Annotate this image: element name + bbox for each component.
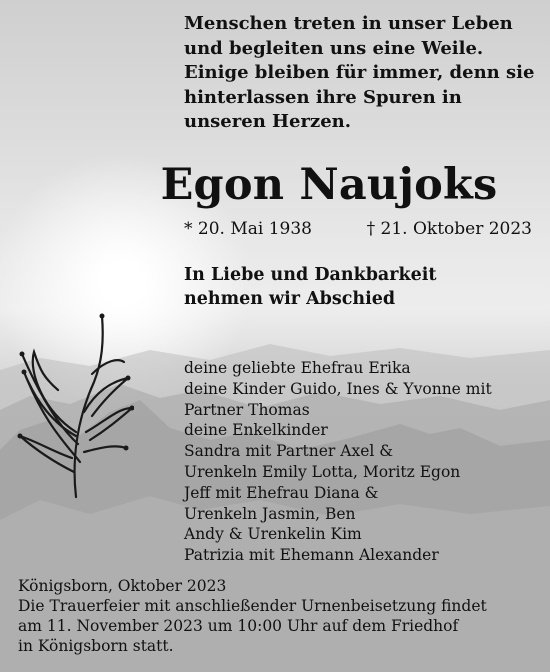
floral-ornament-icon <box>14 312 134 502</box>
memorial-quote <box>184 12 544 135</box>
quote-line: Menschen treten in unser Leben <box>184 13 513 34</box>
quote-line: und begleiten uns eine Weile. <box>184 37 484 59</box>
mourner-line: deine Enkelkinder <box>184 421 328 440</box>
farewell-line: nehmen wir Abschied <box>184 288 396 309</box>
footer-line: in Königsborn statt. <box>18 637 174 655</box>
mourner-line: deine geliebte Ehefrau Erika <box>184 359 411 377</box>
mourner-line: deine Kinder Guido, Ines & Yvonne mit <box>184 379 492 398</box>
mourner-line: Andy & Urenkelin Kim <box>184 525 362 544</box>
quote-line: unseren Herzen. <box>184 111 352 132</box>
footer-line: Königsborn, Oktober 2023 <box>18 577 227 595</box>
mourner-line: Jeff mit Ehefrau Diana & <box>184 483 379 502</box>
mourner-line: Partner Thomas <box>184 400 310 419</box>
birth-date: * 20. Mai 1938 <box>184 219 312 239</box>
mourner-line: Sandra mit Partner Axel & <box>184 442 394 461</box>
quote-line: hinterlassen ihre Spuren in <box>184 86 462 108</box>
mourner-line: Urenkeln Emily Lotta, Moritz Egon <box>184 462 461 481</box>
mourners-list <box>184 358 544 566</box>
funeral-info <box>18 576 543 656</box>
farewell-line: In Liebe und Dankbarkeit <box>184 265 437 285</box>
death-date: † 21. Oktober 2023 <box>366 219 532 239</box>
footer-line: Die Trauerfeier mit anschließender Urnenbeisetzung findet <box>18 597 487 615</box>
farewell-heading <box>184 264 544 311</box>
mourner-line: Urenkeln Jasmin, Ben <box>184 504 356 523</box>
mourner-line: Patrizia mit Ehemann Alexander <box>184 546 439 565</box>
quote-line: Einige bleiben für immer, denn sie <box>184 62 535 83</box>
footer-line: am 11. November 2023 um 10:00 Uhr auf dem Friedhof <box>18 617 459 635</box>
deceased-name: Egon Naujoks <box>160 160 498 210</box>
